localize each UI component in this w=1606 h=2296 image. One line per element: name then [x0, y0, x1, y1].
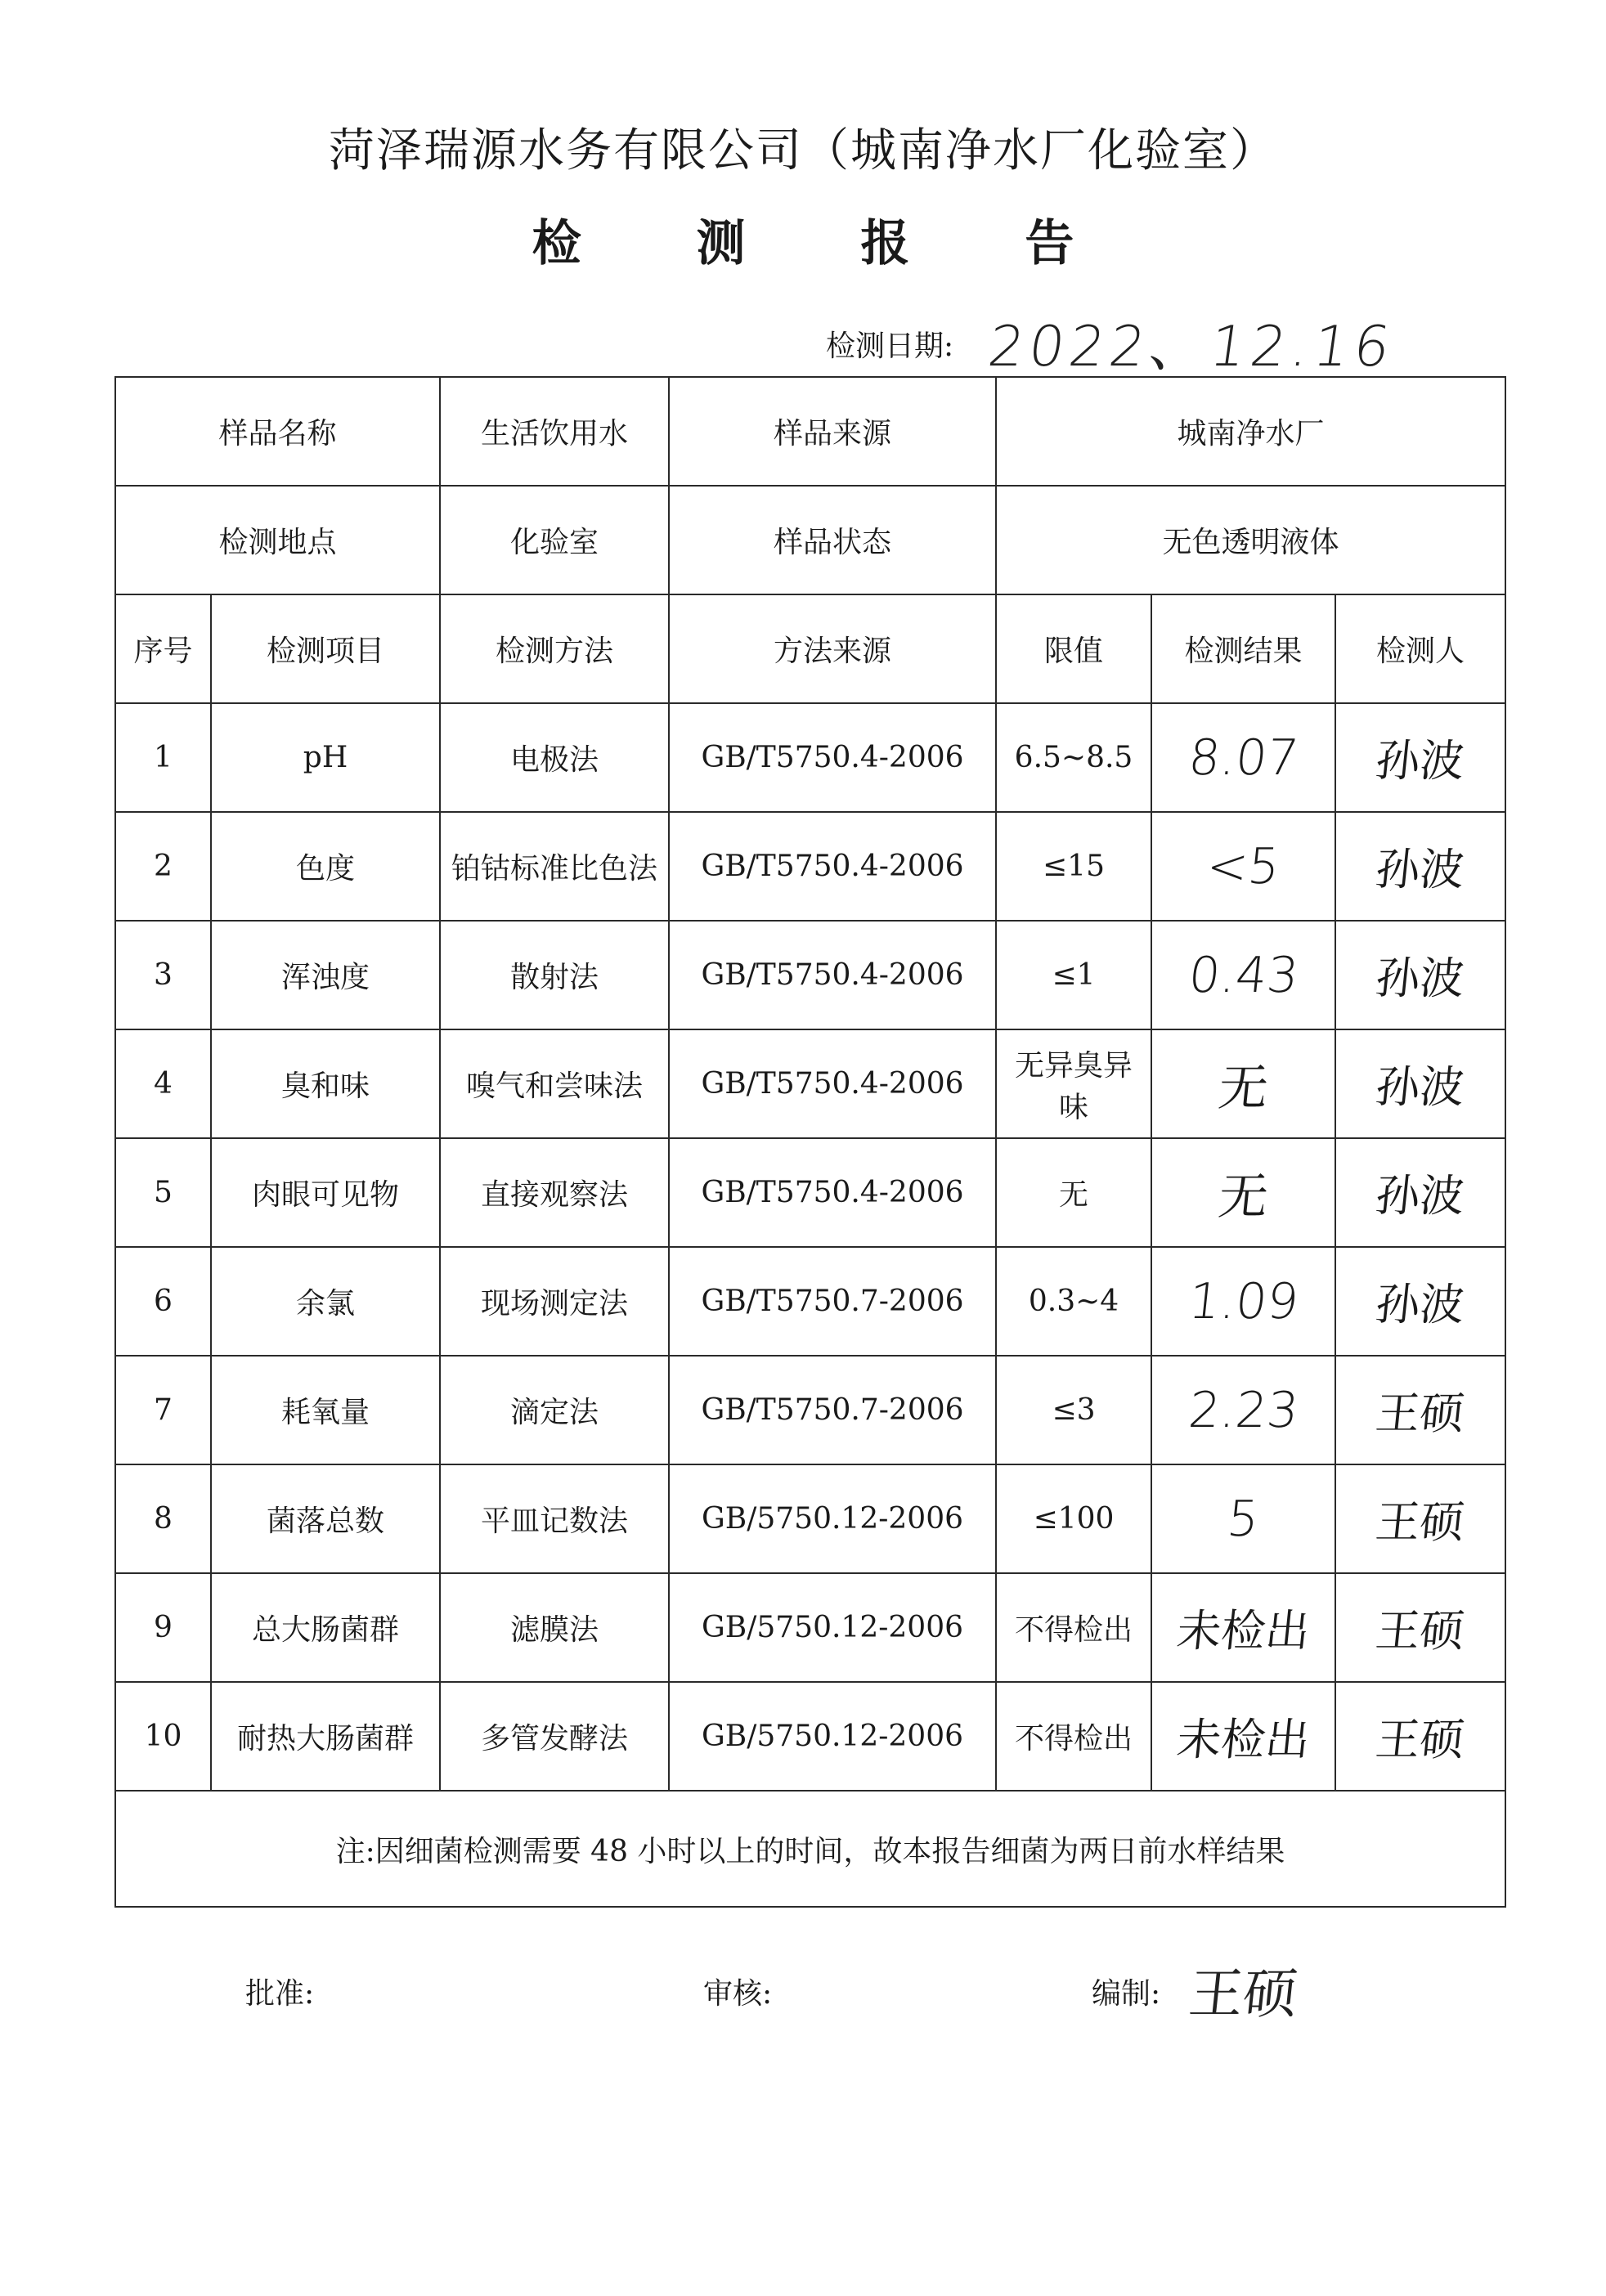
date-label: 检测日期: — [826, 330, 954, 363]
row-source: GB/T5750.4-2006 — [669, 703, 996, 812]
row-no: 7 — [115, 1356, 211, 1464]
row-no: 4 — [115, 1029, 211, 1138]
row-method: 现场测定法 — [440, 1247, 669, 1356]
handwritten-tester: 孙波 — [1373, 735, 1467, 787]
row-item: 肉眼可见物 — [211, 1138, 440, 1247]
handwritten-tester: 王硕 — [1373, 1496, 1467, 1548]
row-limit: ≤3 — [996, 1356, 1151, 1464]
col-header-no: 序号 — [115, 594, 211, 703]
row-item: 浑浊度 — [211, 921, 440, 1029]
row-source: GB/5750.12-2006 — [669, 1573, 996, 1682]
sample-name-value: 生活饮用水 — [440, 377, 669, 486]
row-method: 铂钴标准比色法 — [440, 812, 669, 921]
state-value: 无色透明液体 — [996, 486, 1505, 594]
row-method: 电极法 — [440, 703, 669, 812]
row-no: 10 — [115, 1682, 211, 1791]
note-text: 注:因细菌检测需要 48 小时以上的时间，故本报告细菌为两日前水样结果 — [115, 1791, 1505, 1907]
review-label: 审核: — [703, 1977, 773, 2011]
table-row — [115, 812, 1505, 921]
row-tester — [1335, 921, 1505, 1029]
table-row — [115, 1573, 1505, 1682]
header-row — [115, 594, 1505, 703]
row-item: pH — [211, 703, 440, 812]
compiler-signature: 王硕 — [1186, 1962, 1301, 2025]
row-method: 多管发酵法 — [440, 1682, 669, 1791]
row-result — [1151, 1247, 1335, 1356]
handwritten-result: 0.43 — [1186, 946, 1301, 1004]
table-row — [115, 1356, 1505, 1464]
row-limit: 不得检出 — [996, 1573, 1151, 1682]
row-tester — [1335, 1682, 1505, 1791]
handwritten-tester: 孙波 — [1373, 1061, 1467, 1113]
state-label: 样品状态 — [669, 486, 996, 594]
table-row — [115, 1682, 1505, 1791]
row-no: 6 — [115, 1247, 211, 1356]
col-header-item: 检测项目 — [211, 594, 440, 703]
row-result — [1151, 1138, 1335, 1247]
handwritten-result: 未检出 — [1173, 1605, 1312, 1657]
table-row — [115, 1029, 1505, 1138]
row-method: 散射法 — [440, 921, 669, 1029]
row-limit: 不得检出 — [996, 1682, 1151, 1791]
handwritten-tester: 王硕 — [1373, 1388, 1467, 1439]
handwritten-tester: 孙波 — [1373, 844, 1467, 895]
row-method: 平皿记数法 — [440, 1464, 669, 1573]
sample-source-value: 城南净水厂 — [996, 377, 1505, 486]
row-item: 耐热大肠菌群 — [211, 1682, 440, 1791]
row-source: GB/T5750.4-2006 — [669, 1029, 996, 1138]
handwritten-result: 1.09 — [1186, 1272, 1301, 1330]
row-source: GB/T5750.7-2006 — [669, 1356, 996, 1464]
row-limit: ≤100 — [996, 1464, 1151, 1573]
col-header-source: 方法来源 — [669, 594, 996, 703]
note-row — [115, 1791, 1505, 1907]
row-source: GB/5750.12-2006 — [669, 1682, 996, 1791]
row-limit: 0.3~4 — [996, 1247, 1151, 1356]
location-label: 检测地点 — [115, 486, 440, 594]
row-result — [1151, 1029, 1335, 1138]
date-value: 2022、12.16 — [984, 315, 1399, 379]
handwritten-tester: 孙波 — [1373, 1170, 1467, 1222]
row-limit: 6.5~8.5 — [996, 703, 1151, 812]
handwritten-result: 8.07 — [1186, 729, 1301, 787]
row-method: 滤膜法 — [440, 1573, 669, 1682]
row-source: GB/T5750.7-2006 — [669, 1247, 996, 1356]
table-row — [115, 1138, 1505, 1247]
table-row — [115, 703, 1505, 812]
row-item: 耗氧量 — [211, 1356, 440, 1464]
row-result — [1151, 1356, 1335, 1464]
sample-name-label: 样品名称 — [115, 377, 440, 486]
row-limit: ≤15 — [996, 812, 1151, 921]
row-no: 3 — [115, 921, 211, 1029]
col-header-result: 检测结果 — [1151, 594, 1335, 703]
col-header-method: 检测方法 — [440, 594, 669, 703]
row-item: 臭和味 — [211, 1029, 440, 1138]
row-tester — [1335, 1029, 1505, 1138]
table-row — [115, 1247, 1505, 1356]
row-method: 直接观察法 — [440, 1138, 669, 1247]
row-result — [1151, 1464, 1335, 1573]
handwritten-result: 2.23 — [1186, 1381, 1301, 1439]
info-row-1 — [115, 377, 1505, 486]
row-no: 2 — [115, 812, 211, 921]
row-result — [1151, 703, 1335, 812]
row-no: 9 — [115, 1573, 211, 1682]
row-no: 5 — [115, 1138, 211, 1247]
col-header-limit: 限值 — [996, 594, 1151, 703]
handwritten-tester: 王硕 — [1373, 1714, 1467, 1765]
sample-source-label: 样品来源 — [669, 377, 996, 486]
row-tester — [1335, 1573, 1505, 1682]
table-row — [115, 921, 1505, 1029]
info-row-2 — [115, 486, 1505, 594]
row-tester — [1335, 1356, 1505, 1464]
row-method: 嗅气和尝味法 — [440, 1029, 669, 1138]
row-tester — [1335, 1138, 1505, 1247]
report-table — [114, 376, 1506, 1908]
handwritten-result: 无 — [1215, 1059, 1271, 1117]
col-header-tester: 检测人 — [1335, 594, 1505, 703]
row-limit: ≤1 — [996, 921, 1151, 1029]
handwritten-result: 未检出 — [1173, 1714, 1312, 1765]
company-title: 菏泽瑞源水务有限公司（城南净水厂化验室） — [329, 124, 1277, 177]
row-tester — [1335, 1247, 1505, 1356]
row-limit: 无 — [996, 1138, 1151, 1247]
row-result — [1151, 921, 1335, 1029]
row-result — [1151, 1682, 1335, 1791]
row-item: 总大肠菌群 — [211, 1573, 440, 1682]
row-no: 8 — [115, 1464, 211, 1573]
row-tester — [1335, 812, 1505, 921]
handwritten-tester: 王硕 — [1373, 1605, 1467, 1657]
report-title: 检 测 报 告 — [532, 215, 1124, 272]
row-result — [1151, 1573, 1335, 1682]
row-source: GB/T5750.4-2006 — [669, 1138, 996, 1247]
row-item: 菌落总数 — [211, 1464, 440, 1573]
location-value: 化验室 — [440, 486, 669, 594]
row-item: 色度 — [211, 812, 440, 921]
row-source: GB/T5750.4-2006 — [669, 812, 996, 921]
handwritten-result: <5 — [1204, 837, 1283, 895]
row-no: 1 — [115, 703, 211, 812]
handwritten-tester: 孙波 — [1373, 1279, 1467, 1330]
row-tester — [1335, 703, 1505, 812]
table-row — [115, 1464, 1505, 1573]
row-source: GB/T5750.4-2006 — [669, 921, 996, 1029]
compile-label: 编制: — [1092, 1977, 1161, 2011]
row-result — [1151, 812, 1335, 921]
handwritten-result: 5 — [1224, 1490, 1263, 1548]
row-source: GB/5750.12-2006 — [669, 1464, 996, 1573]
row-item: 余氯 — [211, 1247, 440, 1356]
handwritten-result: 无 — [1215, 1168, 1271, 1226]
row-limit: 无异臭异味 — [996, 1029, 1151, 1138]
row-tester — [1335, 1464, 1505, 1573]
row-method: 滴定法 — [440, 1356, 669, 1464]
approve-label: 批准: — [245, 1977, 315, 2011]
handwritten-tester: 孙波 — [1373, 953, 1467, 1004]
